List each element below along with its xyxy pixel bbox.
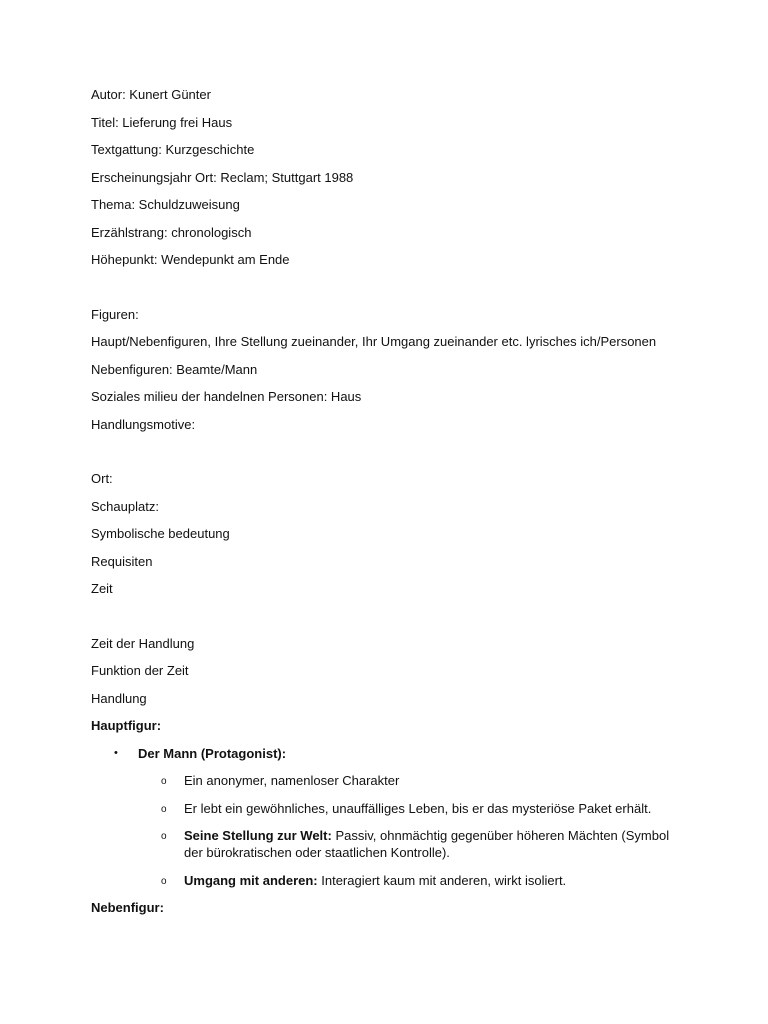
genre-line: Textgattung: Kurzgeschichte	[91, 142, 255, 157]
circle-bullet-icon: o	[161, 831, 167, 842]
hauptfigur-heading: Hauptfigur:	[91, 718, 162, 733]
requisiten-line: Requisiten	[91, 553, 153, 569]
sub-item-text: Ein anonymer, namenloser Charakter	[184, 773, 400, 788]
bullet-icon: •	[114, 746, 118, 759]
figuren-heading: Figuren:	[91, 306, 139, 322]
milieu-line: Soziales milieu der handelnen Personen: Haus	[91, 389, 362, 404]
symbolik-line: Symbolische bedeutung	[91, 526, 230, 541]
sub-item-text: Er lebt ein gewöhnliches, unauffälliges Leben, bis er das mysteriöse Paket erhält.	[184, 800, 652, 816]
sub-item-bold: Umgang mit anderen:	[184, 872, 318, 888]
funktion-der-zeit-line: Funktion der Zeit	[91, 663, 189, 678]
title-line: Titel: Lieferung frei Haus	[91, 114, 233, 130]
sub-item-text: Interagiert kaum mit anderen, wirkt isoliert.	[317, 872, 567, 888]
blank-line	[91, 608, 691, 635]
sub-item-bold: Seine Stellung zur Welt:	[184, 828, 332, 843]
climax-line: Höhepunkt: Wendepunkt am Ende	[91, 252, 290, 267]
author-line: Autor: Kunert Günter	[91, 87, 211, 102]
schauplatz-line: Schauplatz:	[91, 498, 159, 514]
theme-line: Thema: Schuldzuweisung	[91, 197, 240, 212]
document-page	[91, 86, 691, 927]
publication-line: Erscheinungsjahr Ort: Reclam; Stuttgart 1988	[91, 169, 354, 185]
ort-heading: Ort:	[91, 471, 113, 486]
figuren-description: Haupt/Nebenfiguren, Ihre Stellung zueinander, Ihr Umgang zueinander etc. lyrisches ich/Personen	[91, 334, 657, 349]
circle-bullet-icon: o	[161, 875, 167, 887]
handlung-line: Handlung	[91, 690, 147, 706]
circle-bullet-icon: o	[161, 776, 167, 787]
blank-line	[91, 443, 691, 470]
protagonist-label: Der Mann (Protagonist):	[138, 745, 287, 761]
list-item-protagonist	[91, 745, 691, 762]
sub-list-item	[91, 872, 691, 889]
zeit-line: Zeit	[91, 581, 113, 596]
circle-bullet-icon: o	[161, 803, 167, 815]
sub-list-item	[91, 827, 691, 861]
sub-item-text: Passiv, ohnmächtig gegenüber höheren Mächten (Symbol der bürokratischen oder staatlichen Kontrolle).	[184, 828, 670, 860]
blank-line	[91, 279, 691, 306]
narrative-line: Erzählstrang: chronologisch	[91, 224, 252, 240]
nebenfigur-heading: Nebenfigur:	[91, 900, 164, 915]
nebenfiguren-line: Nebenfiguren: Beamte/Mann	[91, 361, 258, 377]
sub-list-item	[91, 800, 691, 817]
zeit-der-handlung-line: Zeit der Handlung	[91, 635, 195, 651]
sub-list-item	[91, 772, 691, 789]
motive-line: Handlungsmotive:	[91, 416, 196, 432]
